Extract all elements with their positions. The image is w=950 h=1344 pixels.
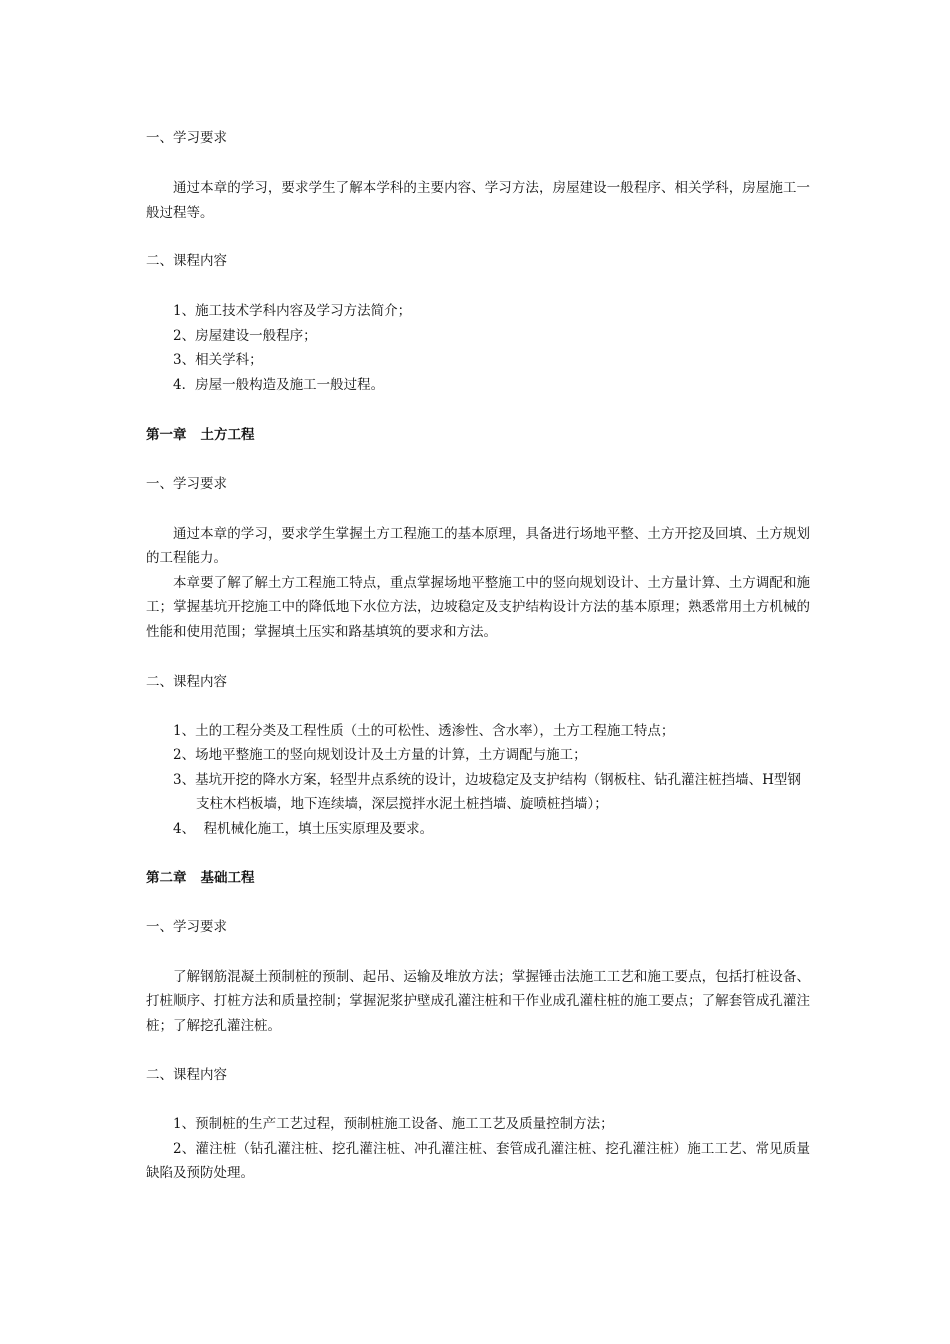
chapter-2-requirements-paragraph: 了解钢筋混凝土预制桩的预制、起吊、运输及堆放方法；掌握锤击法施工工艺和施工要点，包括打桩设备、打桩顺序、打桩方法和质量控制；掌握泥浆护壁成孔灌注桩和干作业成孔灌柱桩的施工要点；了解套管成孔灌注桩；了解挖孔灌注桩。 <box>146 968 810 1034</box>
list-item: 1、预制桩的生产工艺过程，预制桩施工设备、施工工艺及质量控制方法； <box>173 1116 614 1133</box>
list-item: 2、灌注桩（钻孔灌注桩、挖孔灌注桩、冲孔灌注桩、套管成孔灌注桩、挖孔灌注桩）施工工艺、常见质量缺陷及预防处理。 <box>146 1140 810 1182</box>
chapter-1-name: 土方工程 <box>200 426 255 443</box>
chapter-2-name: 基础工程 <box>200 869 255 886</box>
intro-content-list <box>146 299 810 397</box>
intro-requirements-heading: 一、学习要求 <box>146 130 227 146</box>
intro-content-heading: 二、课程内容 <box>146 253 227 270</box>
chapter-1-number: 第一章 <box>146 426 187 443</box>
chapter-1-requirements-paragraph: 本章要了解了解土方工程施工特点，重点掌握场地平整施工中的竖向规划设计、土方量计算、土方调配和施工；掌握基坑开挖施工中的降低地下水位方法，边坡稳定及支护结构设计方法的基本原理；熟悉常用土方机械的性能和使用范围；掌握填土压实和路基填筑的要求和方法。 <box>146 574 810 640</box>
intro-requirements-paragraph: 通过本章的学习，要求学生了解本学科的主要内容、学习方法，房屋建设一般程序、相关学科，房屋施工一般过程等。 <box>146 180 810 221</box>
list-item: 3、相关学科； <box>173 352 263 369</box>
chapter-1-content-list <box>146 719 810 842</box>
chapter-2-number: 第二章 <box>146 869 187 886</box>
chapter-1-requirements-paragraph: 通过本章的学习，要求学生掌握土方工程施工的基本原理，具备进行场地平整、土方开挖及回填、土方规划的工程能力。 <box>146 525 810 567</box>
list-item: 2、房屋建设一般程序； <box>173 327 317 344</box>
list-item: 4．房屋一般构造及施工一般过程。 <box>173 376 385 393</box>
list-item: 4、 程机械化施工，填土压实原理及要求。 <box>173 820 434 837</box>
chapter-1-title <box>146 423 810 447</box>
list-item: 3、基坑开挖的降水方案，轻型井点系统的设计，边坡稳定及支护结构（钢板柱、钻孔灌注桩挡墙、H型钢支柱木档板墙，地下连续墙，深层搅拌水泥土桩挡墙、旋喷桩挡墙）； <box>173 771 801 813</box>
chapter-1-requirements-heading: 一、学习要求 <box>146 475 227 492</box>
chapter-2-content-list <box>146 1112 810 1186</box>
chapter-2-title <box>146 866 810 890</box>
chapter-2-content-heading: 二、课程内容 <box>146 1067 227 1084</box>
document-page <box>146 126 810 1186</box>
list-item: 1、土的工程分类及工程性质（土的可松性、透渗性、含水率），土方工程施工特点； <box>173 722 675 739</box>
chapter-2-requirements-heading: 一、学习要求 <box>146 918 227 935</box>
list-item: 1、施工技术学科内容及学习方法简介； <box>173 303 412 320</box>
chapter-1-content-heading: 二、课程内容 <box>146 673 227 690</box>
chapter-1-requirements <box>146 522 810 645</box>
list-item: 2、场地平整施工的竖向规划设计及土方量的计算，土方调配与施工； <box>173 747 587 764</box>
